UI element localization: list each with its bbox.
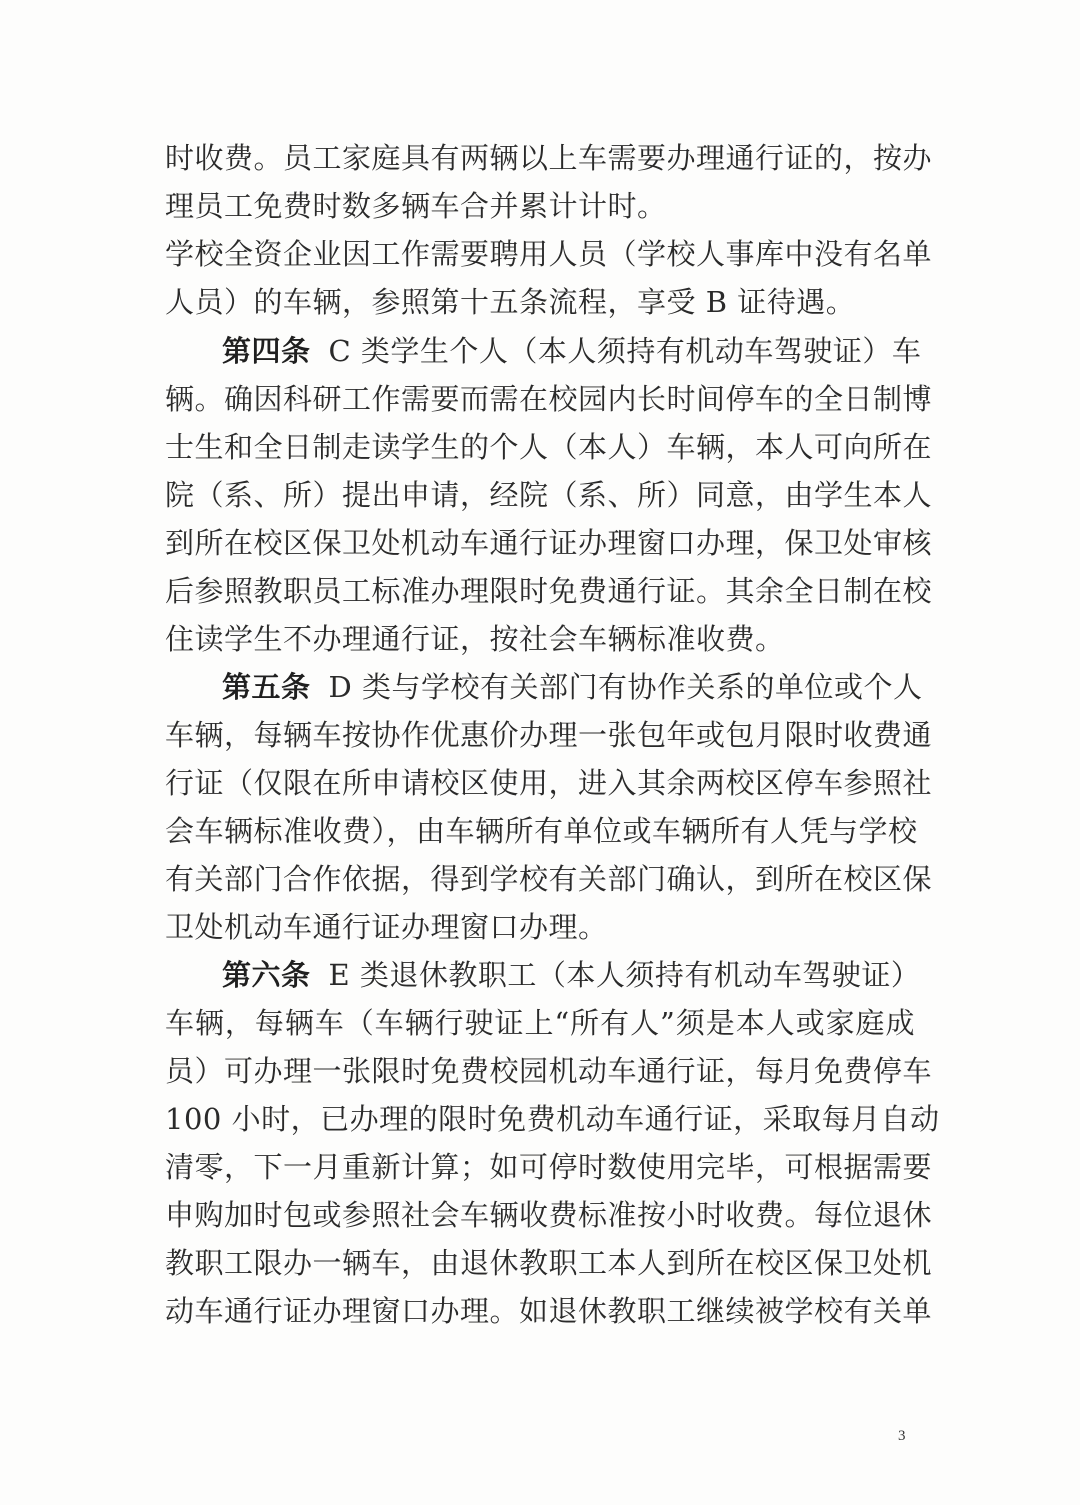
text-line: 会车辆标准收费），由车辆所有单位或车辆所有人凭与学校 [165,814,918,848]
text-line: 100 小时，已办理的限时免费机动车通行证，采取每月自动 [165,1102,940,1136]
article-5-text: D 类与学校有关部门有协作关系的单位或个人 [328,670,923,704]
text-line: 理员工免费时数多辆车合并累计计时。 [165,189,667,223]
text-line: 行证（仅限在所申请校区使用，进入其余两校区停车参照社 [165,766,933,800]
text-line: 人员）的车辆，参照第十五条流程，享受 B 证待遇。 [165,285,856,319]
text-line: 卫处机动车通行证办理窗口办理。 [165,910,608,944]
text-line: 后参照教职员工标准办理限时免费通行证。其余全日制在校 [165,574,933,608]
text-line: 辆。确因科研工作需要而需在校园内长时间停车的全日制博 [165,382,933,416]
text-line: 有关部门合作依据，得到学校有关部门确认，到所在校区保 [165,862,933,896]
text-line: 住读学生不办理通行证，按社会车辆标准收费。 [165,622,785,656]
text-line: 清零，下一月重新计算；如可停时数使用完毕，可根据需要 [165,1150,933,1184]
text-line: 到所在校区保卫处机动车通行证办理窗口办理，保卫处审核 [165,526,933,560]
text-line: 学校全资企业因工作需要聘用人员（学校人事库中没有名单 [165,237,933,271]
text-line: 士生和全日制走读学生的个人（本人）车辆，本人可向所在 [165,430,933,464]
article-6-first-line [222,950,921,1000]
text-line: 时收费。员工家庭具有两辆以上车需要办理通行证的，按办 [165,141,933,175]
text-line: 申购加时包或参照社会车辆收费标准按小时收费。每位退休 [165,1198,933,1232]
text-line: 教职工限办一辆车，由退休教职工本人到所在校区保卫处机 [165,1246,933,1280]
article-5-first-line [222,662,923,712]
text-line: 院（系、所）提出申请，经院（系、所）同意，由学生本人 [165,478,933,512]
text-line: 员）可办理一张限时免费校园机动车通行证，每月免费停车 [165,1054,933,1088]
text-line: 车辆，每辆车按协作优惠价办理一张包年或包月限时收费通 [165,718,933,752]
article-4-text: C 类学生个人（本人须持有机动车驾驶证）车 [328,334,922,368]
article-5-heading: 第五条 [222,670,311,704]
article-4-first-line [222,326,922,376]
article-6-text: E 类退休教职工（本人须持有机动车驾驶证） [328,958,921,992]
page-number: 3 [898,1428,906,1444]
article-6-heading: 第六条 [222,958,311,992]
text-line: 车辆，每辆车（车辆行驶证上“所有人”须是本人或家庭成 [165,1006,915,1040]
article-4-heading: 第四条 [222,334,311,368]
text-line: 动车通行证办理窗口办理。如退休教职工继续被学校有关单 [165,1294,933,1328]
